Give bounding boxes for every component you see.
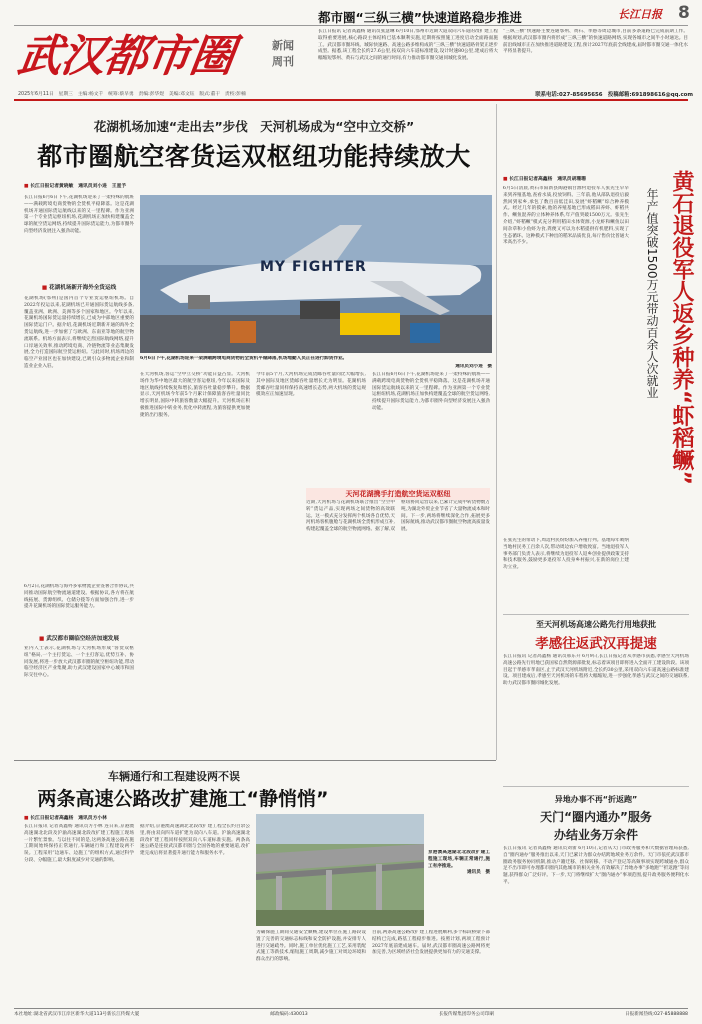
logo-subtitle-line1: 新闻 [272, 39, 294, 52]
lead-byline-text: 长江日报记者黄晓敏 通讯员刘小进 王星予 [30, 183, 127, 189]
lead-sub-2-text: 武汉都市圈临空经济加速发展 [46, 636, 119, 642]
bottom-headline: 两条高速公路改扩建施工“静悄悄” [37, 788, 329, 810]
top-story-body-a: 长江日报讯 记者高鑫杨 通讯员张慧琳 6月10日,鄂州市近期大道双向六车道的改扩建工程取得重要进展,核心路段主体结构已基本顺利实施,近期将按照施工进度启动全面路面施工。武汉都市圈环线、城际快速路、高速公路多维构成的“三纵三横”快速道路骨架正逐步成型。据悉,该工程全长约27.6公里,按双向六车道标准建设,设计时速80公里,建成后将大幅缩短鄂州、黄石与武汉之间的通行时间,有力推动都市圈交通同城化发展。 [318, 29, 498, 62]
bottom-photo-credit: 通讯员 摄 [467, 870, 490, 876]
lead-body-col1-b: 6月2日,花湖机场与海外多家物流企业签署合作协议,共同推动国际航空物流通道建设。根据协议,各方将在航线拓展、货源组织、仓储分拨等方面加强合作,进一步提升花湖机场的国际货运服务能力。 [24, 584, 134, 610]
masthead-contact: 联系电话:027-85695656 投稿邮箱:691898616@qq.com [535, 92, 693, 98]
masthead-logo [14, 28, 278, 88]
byline-marker-icon: ■ [24, 815, 29, 821]
bottom-byline-text: 长江日报记者高鑫杨 通讯员方小林 [30, 815, 107, 821]
logo-text: 武汉都市圈 [14, 31, 237, 82]
bottom-byline [24, 814, 134, 821]
col-rule-lead-right [496, 104, 497, 760]
lead-byline [24, 182, 184, 189]
lead-photo [140, 195, 492, 353]
bottom-photo [256, 814, 424, 926]
lead-body-col2: 在天河机场,客运“空中立交桥”功能日益凸显。天河机场作为华中地区最大的航空客运枢纽,今年以来国际及地区航线持续恢复和增长,旅客吞吐量稳步攀升。数据显示,天河机场今年前5个月累计保障旅客吞吐量同比增长明显,国际中转旅客数量大幅提升。天河机场正积极推进国际中转业务,优化中转流程,为旅客提供更加便捷的出行服务。 [140, 372, 250, 418]
right-story-deck: 年产值突破1500万元带动百余人次就业 [645, 188, 659, 399]
lead-body-col3-top: 今年前5个月,天河机场完成货邮吞吐量同比大幅增长,其中国际及地区货邮吞吐量增长尤为明显。花湖机场货邮吞吐量同样保持高速增长态势,两大机场的货运规模效应正加速显现。 [256, 372, 366, 398]
lead-body-col4-top: 长江日报6月6日下午,花湖机场迎来了一架特殊的航班——满载跨境电商货物的全货机平稳降落。这是花湖机场开通国际货运航线以来的又一里程碑。作为亚洲第一个专业货运枢纽机场,花湖机场正加快构建覆盖全球的航空货运网络,持续提升国际货运能力,为都市圈外向型经济发展注入强劲动能。 [372, 372, 490, 411]
footer-bar [14, 1011, 688, 1017]
side-news-1-body: 长江日报讯 记者高鑫杨 通讯员邢东升 6月9日,长江日报记者从孝感市获悉,孝感至天河机场高速公路先行用地已获国家自然资源部批复,标志着该项目即将进入全面开工建设阶段。该项目起于孝感市孝南区,止于武汉天河机场附近,全长约30公里,采用双向六车道高速公路标准建设。项目建成后,孝感至天河机场的车程将大幅缩短,进一步强化孝感与武汉之间的交通联系,助力武汉都市圈同城化发展。 [503, 654, 689, 687]
top-story-body-b: “三纵三横”快速路主要连通鄂州、黄石、孝感等周边城市,目前多条道路已完成前期工作。根据规划,武汉都市圈内将形成“三纵三横”的快速道路网络,实现各城市之间半小时通达。目前沿线城市正在加快推进道路建设工程,预计2027年底前全线建成,届时都市圈交通一体化水平将显著提升。 [503, 29, 688, 55]
footer-postcode: 邮政编码:430013 [270, 1012, 308, 1017]
right-story-body: 6月5日清晨,黄石市阳新县陶港镇甘源村退役军人张先生早早来到养殖基地,查看水质,投放饲料。三年前,他从部队退役后毅然回到家乡,承包了数百亩低洼田,发展“虾稻鳜”综合种养模式。经过几年的摸索,他的养殖基地已形成稻田养虾、虾稻共作、鳜鱼混养的立体种养体系,年产值突破1500万元。张先生介绍,“虾稻鳜”模式充分利用稻田水体资源,小龙虾和鳜鱼以田间杂草和小鱼虾为食,粪便又可以为水稻提供有机肥料,实现了生态循环。这种模式下种出的稻米品质优良,每斤售价比普通大米高出不少。 [503, 186, 629, 246]
paper-name: 长江日报 [618, 8, 662, 21]
bottom-body-4: 目前,两条高速公路改扩建工程进展顺利,多个标段桥梁下部结构已完成,路基工程稳步推进。按照计划,两项工程预计2027年底前建成通车。届时,武汉都市圈高速公路网将更加完善,为区域经济社会发展提供更加有力的交通支撑。 [372, 930, 490, 956]
aircraft-livery-text: MY FIGHTER [260, 259, 367, 275]
masthead-rule [14, 99, 688, 101]
footer-printer: 长报传媒集团印务公司印刷 [438, 1012, 494, 1017]
side-news-1-headline: 至天河机场高速公路先行用地获批 [536, 620, 656, 629]
bottom-photo-caption [428, 850, 490, 920]
lead-body-col1-c: 业内人士表示,花湖机场与天河机场形成“客货双枢纽”格局,一个主打货运、一个主打客运,优势互补、协同发展,将进一步放大武汉都市圈的航空枢纽功能,带动临空经济区产业集聚,助力武汉建设国家中心城市和国际交往中心。 [24, 646, 134, 679]
bottom-body-1: 长江日报讯 记者高鑫杨 通讯员方小林 连日来,京港澳高速湖北北段及沪渝高速湖北段改扩建工程施工现场一片繁忙景象。与以往不同的是,这两条高速公路在施工期间始终保持正常通行,车辆通行和工程建设两不误。工程采用“边通车、边施工”的组织方式,通过科学分段、分幅施工,最大限度减少对交通的影响。 [24, 824, 134, 863]
bottom-body-2: 据介绍,京港澳高速湖北北段改扩建工程全长约百余公里,将由双向四车道扩建为双向八车道。沪渝高速湖北段改扩建工程同样按照双向八车道标准实施。两条高速公路是连接武汉都市圈与全国各地的重要通道,改扩建完成后将显著提升通行能力和服务水平。 [140, 824, 250, 857]
lead-body-col1: 花湖机场(鄂州)是国内首个专业货运枢纽机场。自2022年投运以来,花湖机场已开通国际货运航线多条,覆盖亚洲、欧洲、美洲等多个国家和地区。今年以来,花湖机场国际货运量持续增长,已成为中部地区重要的国际货运门户。据介绍,花湖机场近期新开通的海外全货运航线,进一步加密了与欧洲、东南亚等地的航空物流联系。机场方面表示,将继续完善国际航线网络,提升口岸通关效率,推动跨境电商、冷链物流等业态集聚发展,全力打造国际航空货运枢纽。与此同时,机场周边的临空产业园区也在加快建设,已吸引众多物流企业和制造业企业入驻。 [24, 296, 134, 369]
rule-bottom-story [14, 760, 496, 761]
lead-headline: 都市圈航空客货运双枢纽功能持续放大 [37, 142, 471, 171]
bottom-photo-caption-text: 京港澳高速湖北北段改扩建工程施工现场,车辆正常通行,施工有序推进。 [428, 850, 490, 869]
footer-rule [14, 1008, 688, 1009]
byline-marker-icon: ■ [503, 176, 508, 182]
logo-subtitle-line2: 周刊 [272, 55, 294, 68]
byline-marker-icon: ■ [24, 183, 29, 189]
right-story-headline: 黄石退役军人返乡种养“虾稻鳜” [669, 170, 694, 485]
right-story-body-b: 在张先生的带动下,周边村民纷纷加入养殖行列。基地每年吸纳当地村民务工百余人次,带动周边农户增收致富。当地退役军人事务部门负责人表示,将继续为退役军人返乡创业提供政策支持和技术服务,鼓励更多退役军人投身乡村振兴,在新的岗位上建功立业。 [503, 538, 629, 571]
sub-marker-icon: ■ [39, 636, 47, 642]
lead-sub-1 [24, 283, 134, 291]
right-story-label-text: 长江日报记者高鑫杨 通讯员胡珊珊 [509, 176, 586, 182]
rule-right-2 [503, 786, 689, 787]
masthead-info: 2025年6月11日 星期三 主编:杨文千 统筹:蔡早勇 责编:彭华煜 美编:邓文钰 版式:董干 责校:彭楠 [18, 92, 246, 97]
top-headline: 都市圈“三纵三横”快速道路稳步推进 [318, 10, 522, 25]
lead-sub-1-text: 花湖机场新开海外全货运线 [49, 285, 117, 291]
page-number: 8 [678, 3, 690, 23]
side-news-2-headline2: 天门“圈内通办”服务 [540, 810, 652, 824]
highway-photo-graphic [256, 814, 424, 926]
lead-box-title: 天河花湖携手打造航空货运双枢纽 [306, 488, 490, 500]
side-news-2-body: 长江日报讯 记者高鑫杨 通讯员刘蕾 6月10日,记者从天门市政务服务和大数据管理局获悉,自“圈内通办”服务推出以来,天门已累计为群众办结跨地域业务万余件。天门市依托武汉都市圈政务服务协同机制,推动户籍迁移、社保转移、不动产登记等高频事项实现跨城通办,群众足不出市即可办理都市圈内其他城市的相关业务,有效解决了异地办事“多地跑”“折返跑”等问题,获得群众广泛好评。下一步,天门将继续扩大“圈内通办”事项范围,提升政务服务便利化水平。 [503, 846, 689, 885]
bottom-kicker: 车辆通行和工程建设两不误 [108, 770, 240, 783]
footer-hotline: 日报新闻热线:027-85888888 [625, 1012, 688, 1017]
side-news-2-headline: 异地办事不再“折返跑” [554, 795, 638, 804]
bottom-body-3: 为确保施工期间交通安全顺畅,建设单位在施工路段设置了完善的交通标志标线和安全防护设施,并安排专人进行交通疏导。同时,施工单位优化施工工艺,采用装配式施工等新技术,缩短施工周期,减少施工对周边环境和群众出行的影响。 [256, 930, 366, 963]
rule-right-1 [503, 614, 689, 615]
top-rule [14, 25, 688, 26]
lead-photo-caption [140, 356, 492, 364]
lead-photo-caption-text: 6月6日下午,花湖机场迎来一架满载跨境电商货物的全货机平稳降落,机场地勤人员正在进行卸货作业。 [140, 356, 348, 361]
lead-body-intro: 长江日报6月6日下午,花湖机场迎来了一架特殊的航班——满载跨境电商货物的全货机平稳降落。这是花湖机场开通国际货运航线以来的又一里程碑。作为亚洲第一个专业货运枢纽机场,花湖机场正加快构建覆盖全球的航空货运网络,持续提升国际货运能力,为都市圈外向型经济发展注入强劲动能。 [24, 195, 134, 234]
side-news-2-headline3: 办结业务万余件 [553, 828, 638, 842]
lead-sub-2 [24, 634, 134, 642]
sub-marker-icon: ■ [41, 285, 50, 291]
lead-photo-credit: 通讯员刘小进 摄 [455, 364, 492, 369]
lead-body-col3: 近期,天河机场与花湖机场联合推出“空空中转”货运产品,实现两场之间货物的高效联运。这一模式充分发挥两个机场各自优势,天河机场客机腹舱与花湖机场全货机形成互补,构建起覆盖全球的航空物流网络。据了解,双枢纽协同运营以来,已累计完成中转货物数万吨,为湖北外贸企业节省了大量物流成本和时间。下一步,两场将继续深化合作,拓展更多国际航线,推动武汉都市圈航空物流高质量发展。 [306, 500, 490, 533]
lead-kicker: 花湖机场加速“走出去”步伐 天河机场成为“空中立交桥” [93, 119, 415, 134]
right-story-label [503, 175, 628, 182]
footer-address: 本社地址:湖北省武汉市江岸区新华大道113号新长江传媒大厦 [14, 1012, 140, 1017]
side-news-1-headline2: 孝感往返武汉再提速 [535, 636, 657, 652]
logo-subtitle [272, 38, 300, 70]
